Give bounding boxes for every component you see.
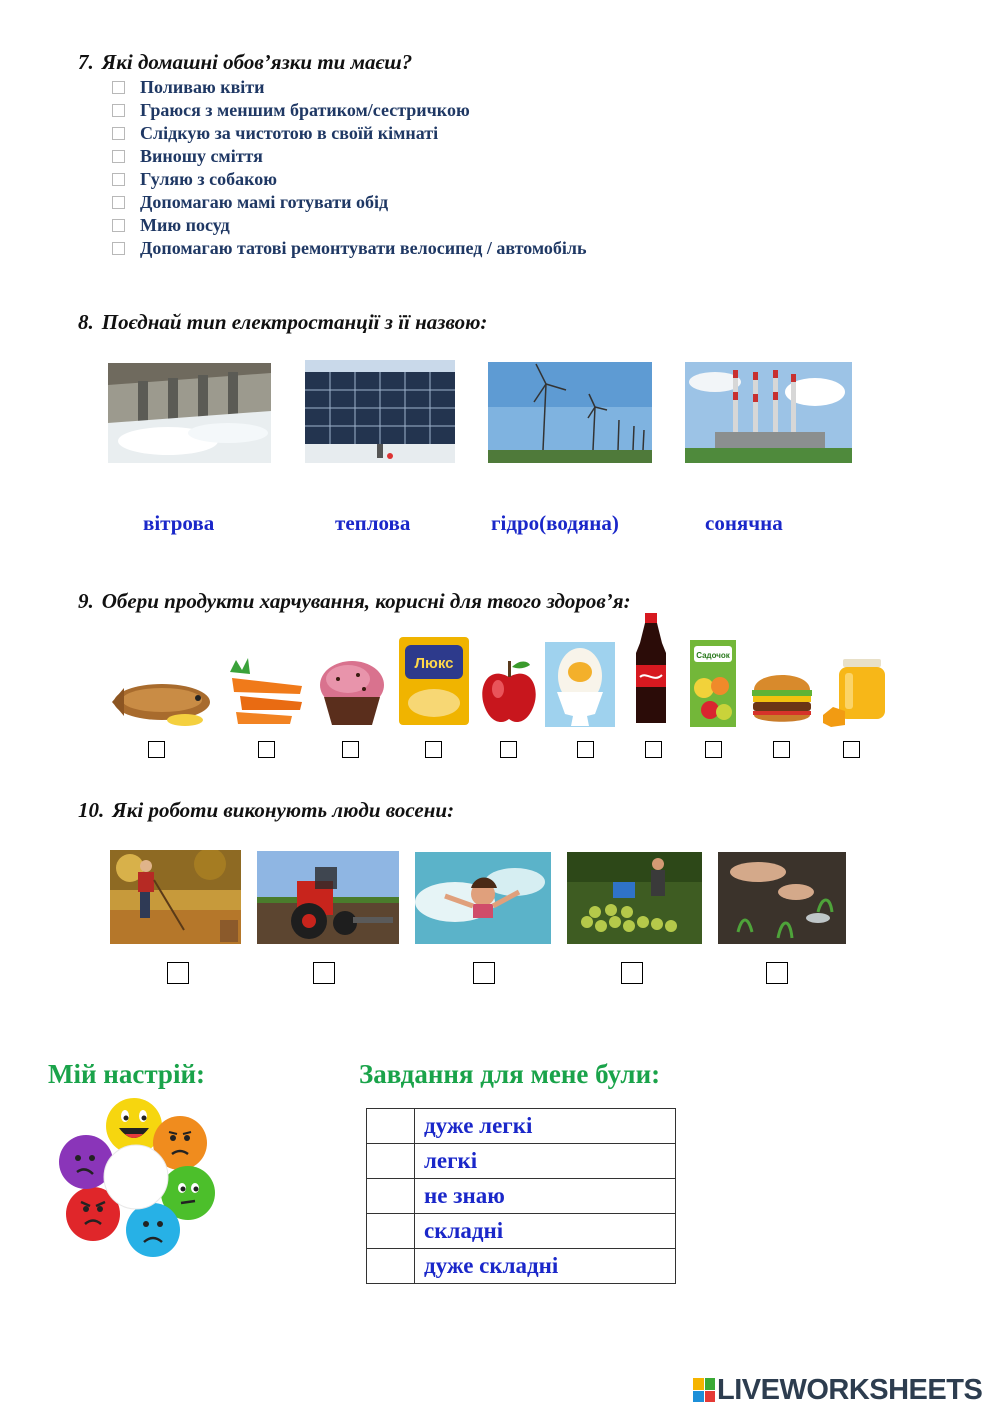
cola-bottle-image xyxy=(628,613,674,727)
difficulty-heading: Завдання для мене були: xyxy=(359,1059,661,1089)
difficulty-mark-cell[interactable] xyxy=(367,1144,415,1179)
difficulty-label: не знаю xyxy=(415,1179,676,1214)
juice-box-image xyxy=(688,640,738,727)
honey-image xyxy=(823,655,889,727)
question-text: Поєднай тип електростанції з її назвою: xyxy=(101,310,488,334)
difficulty-label: складні xyxy=(415,1214,676,1249)
thermal-plant-photo[interactable] xyxy=(685,362,852,463)
carrots-image xyxy=(222,652,307,727)
solar-panels-photo[interactable] xyxy=(305,360,455,463)
option-checkbox[interactable] xyxy=(112,242,125,255)
difficulty-row[interactable] xyxy=(367,1109,676,1144)
hydro-dam-photo[interactable] xyxy=(108,363,271,463)
difficulty-label: легкі xyxy=(415,1144,676,1179)
chips-brand: Люкс xyxy=(414,655,454,672)
raking-leaves-photo xyxy=(110,850,241,944)
option-checkbox[interactable] xyxy=(112,150,125,163)
difficulty-row[interactable] xyxy=(367,1214,676,1249)
mood-face-sad-icon[interactable] xyxy=(126,1203,180,1257)
question-7-title xyxy=(78,50,412,75)
chips-bag-image xyxy=(397,635,471,727)
question-number: 10. xyxy=(78,798,105,822)
difficulty-table xyxy=(366,1108,676,1284)
question-10-title xyxy=(78,798,454,823)
liveworksheets-logo-icon xyxy=(693,1378,715,1402)
food-checkbox-fish[interactable] xyxy=(148,741,165,758)
question-9-title xyxy=(78,589,631,614)
chore-option[interactable] xyxy=(112,168,277,190)
chore-option[interactable] xyxy=(112,122,438,144)
plant-label-thermal[interactable]: теплова xyxy=(335,511,411,535)
chore-option[interactable] xyxy=(112,99,470,121)
difficulty-row[interactable] xyxy=(367,1179,676,1214)
option-label: Поливаю квіти xyxy=(140,76,265,97)
difficulty-label: дуже легкі xyxy=(415,1109,676,1144)
option-checkbox[interactable] xyxy=(112,219,125,232)
option-label: Виношу сміття xyxy=(140,145,263,166)
question-text: Обери продукти харчування, корисні для твого здоров’я: xyxy=(101,589,631,613)
logo-text: LIVEWORKSHEETS xyxy=(717,1373,983,1406)
difficulty-label: дуже складні xyxy=(415,1249,676,1284)
question-number: 8. xyxy=(78,310,94,334)
difficulty-row[interactable] xyxy=(367,1249,676,1284)
difficulty-mark-cell[interactable] xyxy=(367,1179,415,1214)
burger-image xyxy=(750,662,814,727)
girl-swimming-photo xyxy=(415,852,551,944)
wind-turbines-photo[interactable] xyxy=(488,362,652,463)
cupcake-image xyxy=(318,655,386,727)
boiled-egg-image xyxy=(545,642,615,727)
chore-option[interactable] xyxy=(112,76,265,98)
food-checkbox-apple[interactable] xyxy=(500,741,517,758)
apple-harvest-photo xyxy=(567,852,702,944)
apple-image xyxy=(478,657,540,727)
plant-label-hydro[interactable]: гідро(водяна) xyxy=(491,511,619,535)
tractor-photo xyxy=(257,851,399,944)
food-checkbox-honey[interactable] xyxy=(843,741,860,758)
autumn-checkbox-planting[interactable] xyxy=(766,962,788,984)
option-checkbox[interactable] xyxy=(112,104,125,117)
option-label: Гуляю з собакою xyxy=(140,168,278,189)
plant-label-wind[interactable]: вітрова xyxy=(143,511,215,535)
mood-heading: Мій настрій: xyxy=(48,1059,205,1089)
plant-label-solar[interactable]: сонячна xyxy=(705,511,783,535)
question-number: 7. xyxy=(78,50,94,74)
food-checkbox-cola[interactable] xyxy=(645,741,662,758)
food-checkbox-egg[interactable] xyxy=(577,741,594,758)
chore-option[interactable] xyxy=(112,145,263,167)
difficulty-mark-cell[interactable] xyxy=(367,1109,415,1144)
question-text: Які роботи виконують люди восени: xyxy=(112,798,455,822)
autumn-checkbox-tractor[interactable] xyxy=(313,962,335,984)
option-label: Мию посуд xyxy=(140,214,230,235)
autumn-checkbox-swimming[interactable] xyxy=(473,962,495,984)
juice-brand: Садочок xyxy=(696,651,730,660)
planting-seedlings-photo xyxy=(718,852,846,944)
chore-option[interactable] xyxy=(112,191,388,213)
option-label: Допомагаю мамі готувати обід xyxy=(140,191,389,212)
fish-image xyxy=(110,668,215,728)
liveworksheets-logo[interactable] xyxy=(693,1373,982,1407)
chore-option[interactable] xyxy=(112,237,587,259)
food-checkbox-carrots[interactable] xyxy=(258,741,275,758)
option-checkbox[interactable] xyxy=(112,196,125,209)
question-text: Які домашні обов’язки ти маєш? xyxy=(101,50,413,74)
difficulty-mark-cell[interactable] xyxy=(367,1249,415,1284)
food-checkbox-cupcake[interactable] xyxy=(342,741,359,758)
food-checkbox-chips[interactable] xyxy=(425,741,442,758)
difficulty-row[interactable] xyxy=(367,1144,676,1179)
option-checkbox[interactable] xyxy=(112,127,125,140)
autumn-checkbox-raking[interactable] xyxy=(167,962,189,984)
difficulty-mark-cell[interactable] xyxy=(367,1214,415,1249)
question-number: 9. xyxy=(78,589,94,613)
question-8-title xyxy=(78,310,487,335)
option-checkbox[interactable] xyxy=(112,81,125,94)
option-label: Граюся з меншим братиком/сестричкою xyxy=(140,99,470,120)
mood-flower[interactable] xyxy=(55,1096,217,1258)
option-label: Слідкую за чистотою в своїй кімнаті xyxy=(140,122,439,143)
option-checkbox[interactable] xyxy=(112,173,125,186)
option-label: Допомагаю татові ремонтувати велосипед / автомобіль xyxy=(140,237,587,258)
food-checkbox-juice[interactable] xyxy=(705,741,722,758)
autumn-checkbox-harvest[interactable] xyxy=(621,962,643,984)
chore-option[interactable] xyxy=(112,214,230,236)
food-checkbox-burger[interactable] xyxy=(773,741,790,758)
